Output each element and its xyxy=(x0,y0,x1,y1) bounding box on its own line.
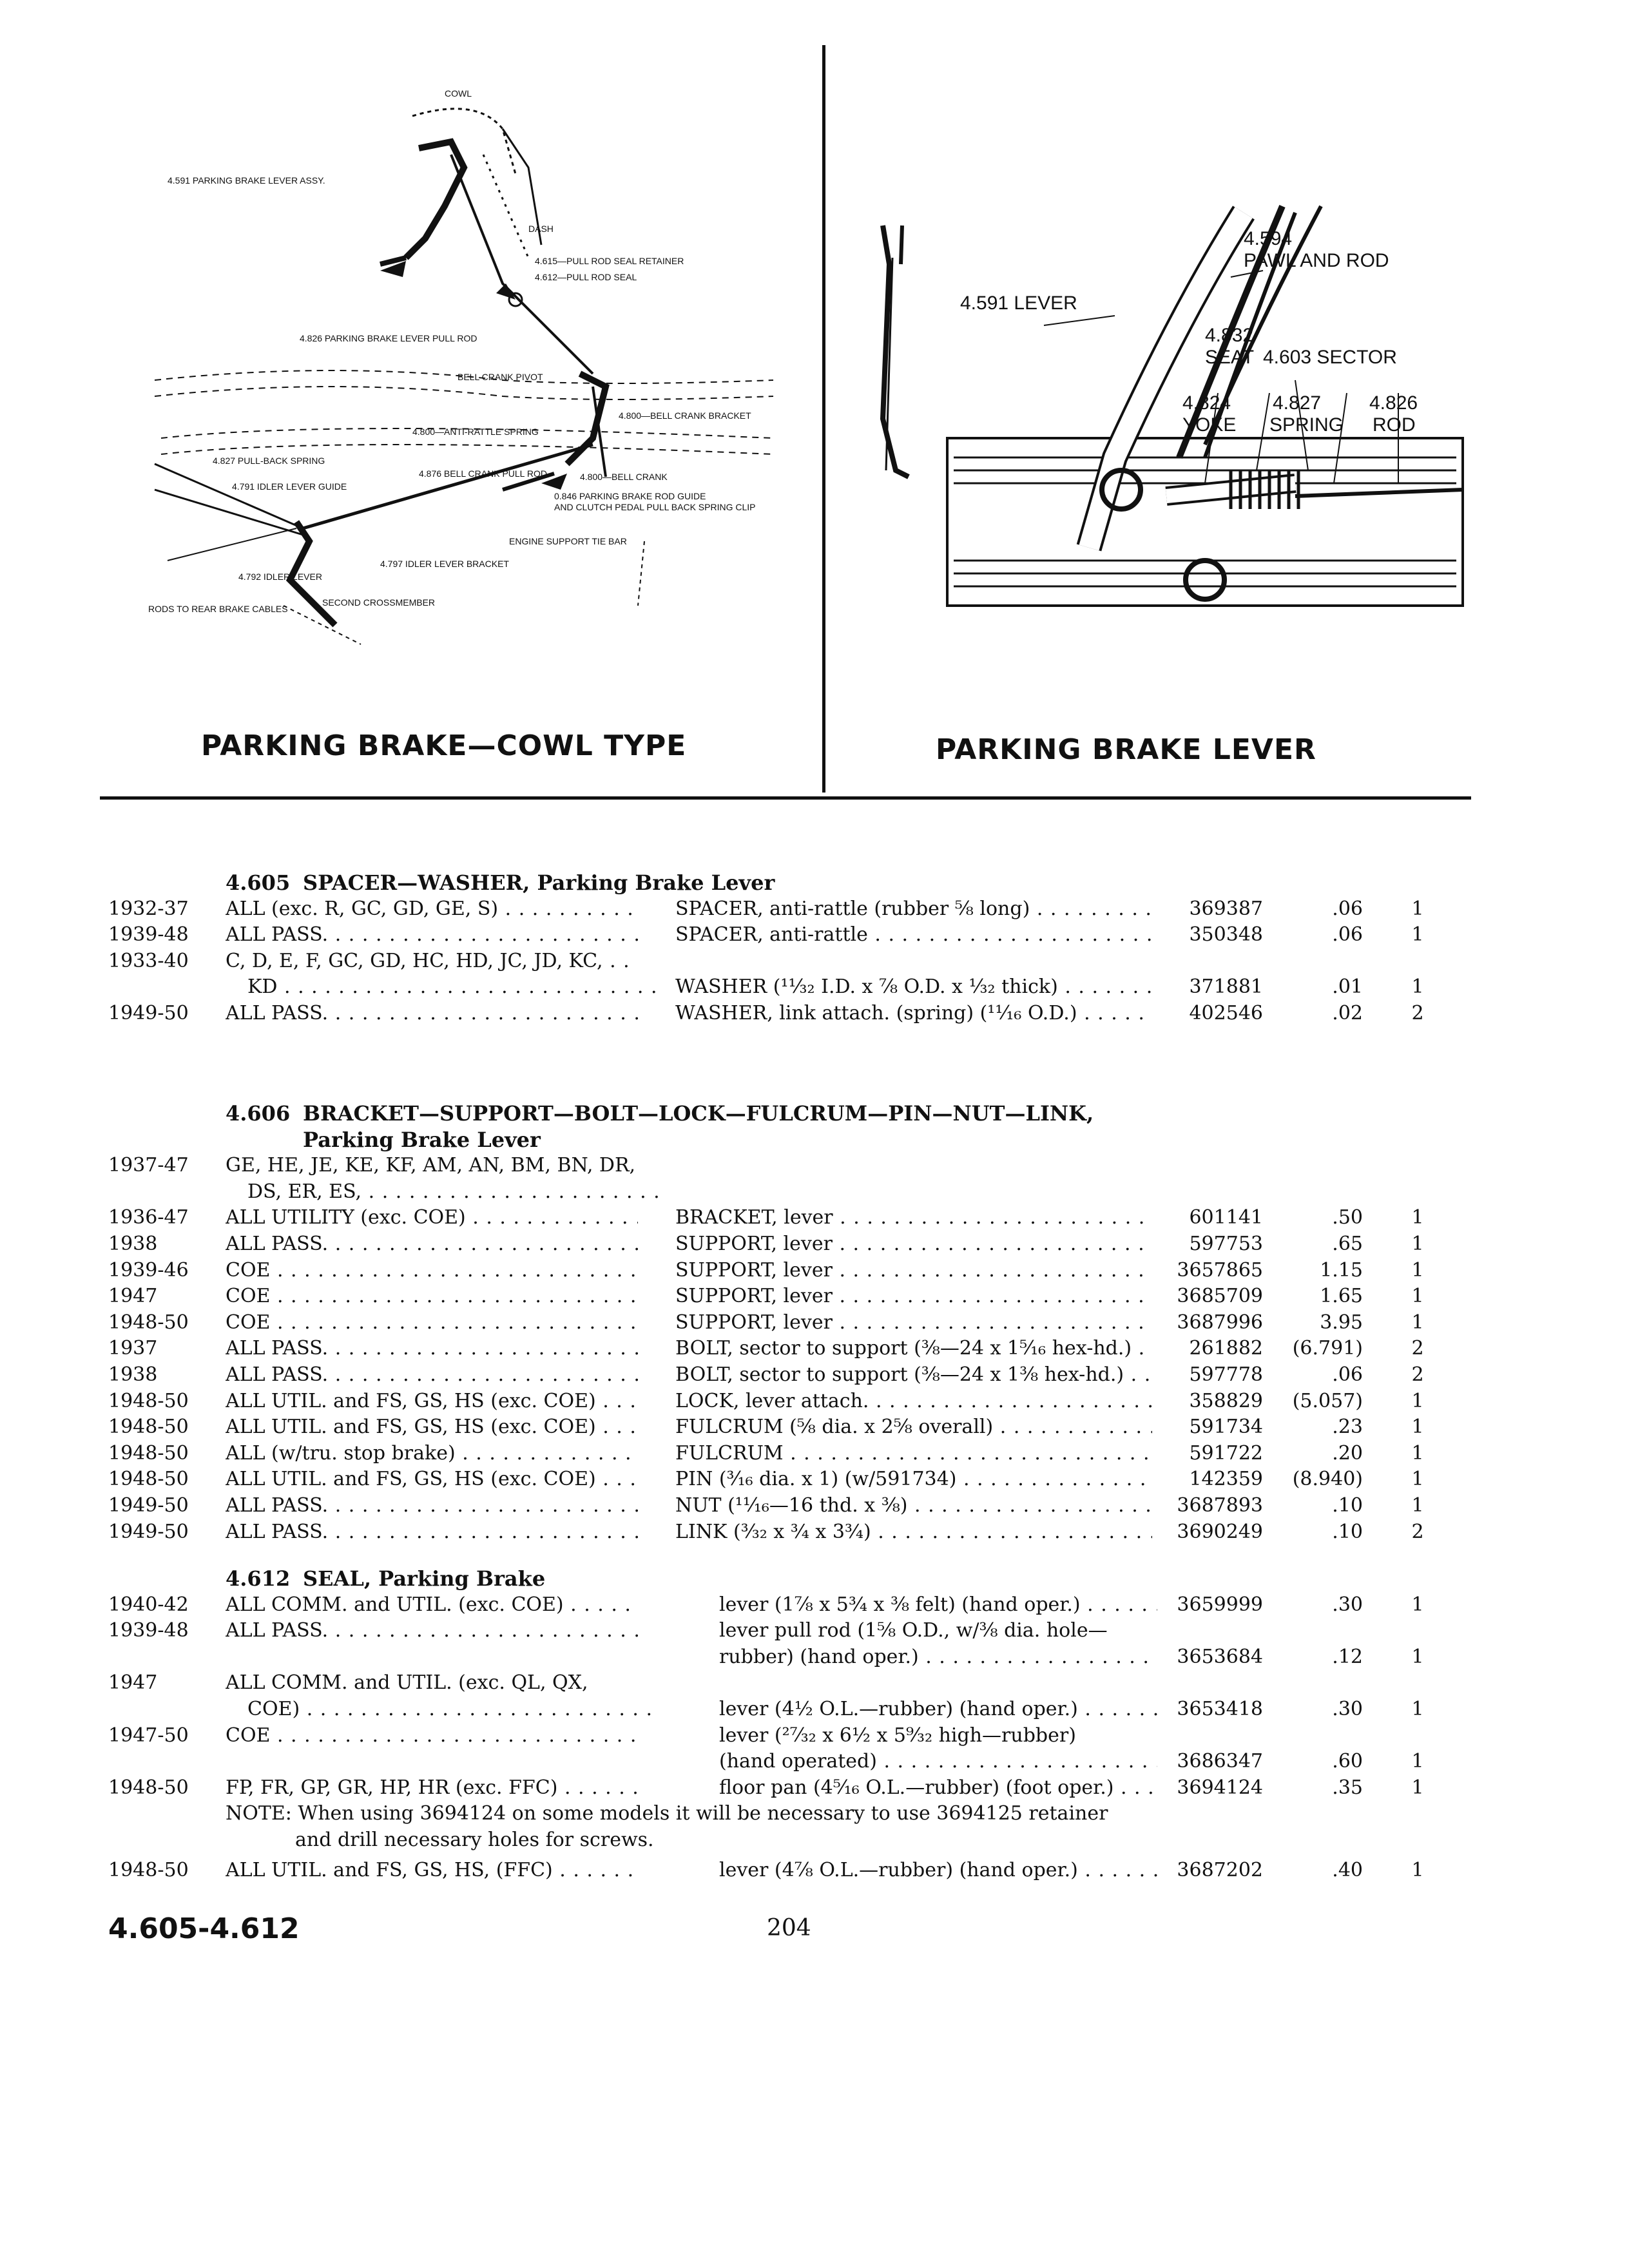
bell-crank-pivot-label: BELL CRANK PIVOT xyxy=(458,372,543,382)
table-row xyxy=(0,1205,1629,1231)
price-cell: .20 xyxy=(1332,1441,1363,1465)
year-cell: 1948-50 xyxy=(108,1389,189,1412)
table-row xyxy=(0,974,1629,1000)
idler-lever-label: 4.792 IDLER LEVER xyxy=(238,572,322,582)
yoke-label: YOKE xyxy=(1182,414,1237,436)
sector-label: 4.603 SECTOR xyxy=(1263,347,1397,368)
quantity-cell: 2 xyxy=(1411,1337,1424,1360)
quantity-cell: 1 xyxy=(1411,1389,1424,1412)
model-cell: ALL PASS. . . . xyxy=(226,1519,638,1545)
part-number-cell: 591734 xyxy=(1189,1416,1263,1439)
section-number: 4.606 xyxy=(226,1101,291,1126)
table-row xyxy=(0,1618,1629,1644)
quantity-cell: 1 xyxy=(1411,1441,1424,1465)
table-row xyxy=(0,1723,1629,1749)
year-cell: 1947 xyxy=(108,1285,158,1308)
table-row xyxy=(0,1466,1629,1492)
description-cell: LINK (³⁄₃₂ x ¾ x 3¾) . . . xyxy=(675,1519,1152,1545)
model-cell: DS, ER, ES, . . . xyxy=(247,1179,660,1205)
table-row xyxy=(0,1644,1629,1670)
quantity-cell: 1 xyxy=(1411,1858,1424,1881)
model-cell: ALL PASS. . . . xyxy=(226,1231,638,1257)
engine-tie-bar-label: ENGINE SUPPORT TIE BAR xyxy=(509,536,627,546)
quantity-cell: 1 xyxy=(1411,1258,1424,1282)
seal-label: 4.612—PULL ROD SEAL xyxy=(535,272,637,282)
quantity-cell: 1 xyxy=(1411,1494,1424,1517)
section-number: 4.612 xyxy=(226,1566,291,1591)
bell-crank-pull-rod-label: 4.876 BELL CRANK PULL ROD xyxy=(419,468,547,479)
table-row xyxy=(0,1493,1629,1519)
year-cell: 1939-48 xyxy=(108,1619,189,1642)
price-cell: (5.057) xyxy=(1292,1389,1363,1412)
price-cell: .30 xyxy=(1332,1593,1363,1616)
price-cell: .60 xyxy=(1332,1750,1363,1773)
price-cell: .06 xyxy=(1332,923,1363,947)
part-number-cell: 402546 xyxy=(1189,1002,1263,1024)
description-cell: SPACER, anti-rattle . . . xyxy=(675,922,1152,948)
price-cell: .06 xyxy=(1332,1363,1363,1386)
quantity-cell: 1 xyxy=(1411,1416,1424,1439)
right-figure-caption: PARKING BRAKE LEVER xyxy=(936,733,1316,766)
model-cell: ALL UTIL. and FS, GS, HS (exc. COE) . . . xyxy=(226,1389,638,1414)
description-cell: FULCRUM (⅝ dia. x 2⅝ overall) . . . xyxy=(675,1414,1152,1440)
part-number-cell: 3659999 xyxy=(1177,1593,1263,1616)
year-cell: 1937 xyxy=(108,1337,158,1360)
description-cell: (hand operated) . . . xyxy=(719,1749,1157,1774)
model-cell: ALL (w/tru. stop brake) . . . xyxy=(226,1441,638,1466)
spring-number: 4.827 xyxy=(1273,392,1322,414)
description-cell: BOLT, sector to support (⅜—24 x 1⅜ hex-hd.) . . . xyxy=(675,1362,1152,1388)
price-cell: .02 xyxy=(1332,1002,1363,1024)
part-number-cell: 142359 xyxy=(1189,1468,1263,1491)
rod-number: 4.826 xyxy=(1369,392,1418,414)
quantity-cell: 1 xyxy=(1411,1750,1424,1773)
price-cell: 3.95 xyxy=(1320,1311,1363,1334)
part-number-cell: 3685709 xyxy=(1177,1285,1263,1308)
part-number-cell: 3690249 xyxy=(1177,1520,1263,1543)
part-number-cell: 597778 xyxy=(1189,1363,1263,1386)
table-row xyxy=(0,1414,1629,1440)
description-cell: rubber) (hand oper.) . . . xyxy=(719,1644,1157,1670)
part-number-cell: 350348 xyxy=(1189,923,1263,947)
part-number-cell: 601141 xyxy=(1189,1206,1263,1229)
price-cell: 1.65 xyxy=(1320,1285,1363,1308)
description-cell: BRACKET, lever . . . xyxy=(675,1205,1152,1231)
description-cell: WASHER, link attach. (spring) (¹¹⁄₁₆ O.D.) . . . xyxy=(675,1001,1152,1026)
section-title: SEAL, Parking Brake xyxy=(303,1566,546,1591)
bell-crank-bracket-label: 4.800—BELL CRANK BRACKET xyxy=(619,410,751,421)
part-number-cell: 369387 xyxy=(1189,897,1263,920)
part-number-cell: 3653684 xyxy=(1177,1645,1263,1668)
year-cell: 1948-50 xyxy=(108,1441,189,1465)
table-row xyxy=(0,1696,1629,1722)
model-cell: ALL PASS. . . . xyxy=(226,922,638,948)
lever-assy-label: 4.591 PARKING BRAKE LEVER ASSY. xyxy=(168,175,325,186)
header-rule xyxy=(100,796,1471,800)
table-row xyxy=(0,1283,1629,1309)
table-row xyxy=(0,1858,1629,1883)
model-cell: ALL UTIL. and FS, GS, HS (exc. COE) . . . xyxy=(226,1466,638,1492)
model-cell: C, D, E, F, GC, GD, HC, HD, JC, JD, KC, . . . xyxy=(226,948,638,974)
part-number-cell: 358829 xyxy=(1189,1389,1263,1412)
description-cell: SPACER, anti-rattle (rubber ⅝ long) . . . xyxy=(675,896,1152,922)
description-cell: NUT (¹¹⁄₁₆—16 thd. x ⅜) . . . xyxy=(675,1493,1152,1519)
year-cell: 1948-50 xyxy=(108,1776,189,1799)
year-cell: 1939-46 xyxy=(108,1258,189,1282)
quantity-cell: 1 xyxy=(1411,1311,1424,1334)
table-row xyxy=(0,1362,1629,1388)
year-cell: 1949-50 xyxy=(108,1002,189,1024)
part-number-cell: 3653418 xyxy=(1177,1698,1263,1720)
year-cell: 1940-42 xyxy=(108,1593,189,1616)
part-number-cell: 591722 xyxy=(1189,1441,1263,1465)
model-cell: ALL PASS. . . . xyxy=(226,1362,638,1388)
price-cell: .50 xyxy=(1332,1206,1363,1229)
idler-lever-guide-label: 4.791 IDLER LEVER GUIDE xyxy=(232,481,347,492)
quantity-cell: 1 xyxy=(1411,975,1424,999)
quantity-cell: 1 xyxy=(1411,897,1424,920)
price-cell: .23 xyxy=(1332,1416,1363,1439)
description-cell: BOLT, sector to support (⅜—24 x 1⁵⁄₁₆ hex-hd.) . . . xyxy=(675,1336,1152,1361)
model-cell: COE . . . xyxy=(226,1258,638,1283)
year-cell: 1948-50 xyxy=(108,1416,189,1439)
note-text: NOTE: When using 3694124 on some models it will be necessary to use 3694125 retainer xyxy=(226,1802,1108,1825)
part-number-cell: 261882 xyxy=(1189,1337,1263,1360)
price-cell: .01 xyxy=(1332,975,1363,999)
table-row xyxy=(0,1231,1629,1257)
model-cell: ALL (exc. R, GC, GD, GE, S) . . . xyxy=(226,896,638,922)
table-row xyxy=(0,1336,1629,1361)
model-cell: ALL UTIL. and FS, GS, HS, (FFC) . . . xyxy=(226,1858,638,1883)
left-figure-caption: PARKING BRAKE—COWL TYPE xyxy=(201,729,687,762)
seal-retainer-label: 4.615—PULL ROD SEAL RETAINER xyxy=(535,256,684,266)
year-cell: 1939-48 xyxy=(108,923,189,947)
description-cell: lever (²⁷⁄₃₂ x 6½ x 5⁹⁄₃₂ high—rubber) xyxy=(719,1724,1076,1747)
lever-label: 4.591 LEVER xyxy=(960,293,1077,314)
anti-rattle-label: 4.800—ANTI-RATTLE SPRING xyxy=(412,427,539,437)
brake-lever-diagram xyxy=(844,187,1476,651)
description-cell: lever (1⅞ x 5¾ x ⅜ felt) (hand oper.) . . . xyxy=(719,1592,1157,1618)
pawl-label: PAWL AND ROD xyxy=(1244,250,1389,271)
table-row xyxy=(0,1670,1629,1696)
quantity-cell: 1 xyxy=(1411,1285,1424,1308)
model-cell: ALL PASS. . . . xyxy=(226,1336,638,1361)
seat-number: 4.832 xyxy=(1205,325,1254,346)
part-number-cell: 597753 xyxy=(1189,1233,1263,1255)
section-title-line2: Parking Brake Lever xyxy=(303,1127,541,1152)
quantity-cell: 2 xyxy=(1411,1363,1424,1386)
year-cell: 1938 xyxy=(108,1233,158,1255)
quantity-cell: 1 xyxy=(1411,1698,1424,1720)
section-heading xyxy=(226,870,775,896)
seat-label: SEAT xyxy=(1205,347,1255,368)
year-cell: 1936-47 xyxy=(108,1206,189,1229)
description-cell: SUPPORT, lever . . . xyxy=(675,1283,1152,1309)
section-heading xyxy=(226,1566,545,1591)
table-row xyxy=(0,1749,1629,1774)
quantity-cell: 1 xyxy=(1411,923,1424,947)
year-cell: 1948-50 xyxy=(108,1311,189,1334)
year-cell: 1947-50 xyxy=(108,1724,189,1747)
table-row xyxy=(0,1310,1629,1336)
model-cell: COE . . . xyxy=(226,1283,638,1309)
cowl-brake-diagram xyxy=(142,77,786,657)
price-cell: .65 xyxy=(1332,1233,1363,1255)
model-cell: COE . . . xyxy=(226,1723,638,1749)
table-row xyxy=(0,922,1629,948)
price-cell: .40 xyxy=(1332,1858,1363,1881)
description-cell: lever (4⅞ O.L.—rubber) (hand oper.) . . . xyxy=(719,1858,1157,1883)
page-number: 204 xyxy=(767,1915,811,1941)
table-row xyxy=(0,1179,1629,1205)
pull-rod-label: 4.826 PARKING BRAKE LEVER PULL ROD xyxy=(300,333,477,343)
description-cell: SUPPORT, lever . . . xyxy=(675,1231,1152,1257)
model-cell: ALL PASS. . . . xyxy=(226,1001,638,1026)
part-number-cell: 3687202 xyxy=(1177,1858,1263,1881)
model-cell: KD . . . xyxy=(247,974,660,1000)
price-cell: (8.940) xyxy=(1292,1468,1363,1491)
year-cell: 1948-50 xyxy=(108,1468,189,1491)
model-cell: FP, FR, GP, GR, HP, HR (exc. FFC) . . . xyxy=(226,1775,638,1801)
year-cell: 1933-40 xyxy=(108,949,189,972)
model-cell: ALL COMM. and UTIL. (exc. COE) . . . xyxy=(226,1592,638,1618)
table-row xyxy=(0,1519,1629,1545)
part-number-cell: 3687893 xyxy=(1177,1494,1263,1517)
part-number-cell: 3694124 xyxy=(1177,1776,1263,1799)
rod-guide-label: 0.846 PARKING BRAKE ROD GUIDE xyxy=(554,491,706,501)
model-cell: COE . . . xyxy=(226,1310,638,1336)
table-row xyxy=(0,1258,1629,1283)
quantity-cell: 1 xyxy=(1411,1593,1424,1616)
price-cell: .06 xyxy=(1332,897,1363,920)
pull-back-spring-label: 4.827 PULL-BACK SPRING xyxy=(213,456,325,466)
note-text-continued: and drill necessary holes for screws. xyxy=(295,1829,654,1851)
quantity-cell: 1 xyxy=(1411,1776,1424,1799)
dash-label: DASH xyxy=(528,224,554,234)
yoke-number: 4.824 xyxy=(1182,392,1231,414)
spring-label: SPRING xyxy=(1269,414,1344,436)
table-row xyxy=(0,1775,1629,1801)
year-cell: 1949-50 xyxy=(108,1520,189,1543)
model-cell: ALL UTIL. and FS, GS, HS (exc. COE) . . . xyxy=(226,1414,638,1440)
part-number-cell: 3687996 xyxy=(1177,1311,1263,1334)
section-heading xyxy=(226,1100,1094,1126)
part-number-cell: 371881 xyxy=(1189,975,1263,999)
year-cell: 1938 xyxy=(108,1363,158,1386)
rod-label: ROD xyxy=(1373,414,1416,436)
quantity-cell: 2 xyxy=(1411,1002,1424,1024)
description-cell: lever (4½ O.L.—rubber) (hand oper.) . . . xyxy=(719,1696,1157,1722)
description-cell: FULCRUM . . . xyxy=(675,1441,1152,1466)
quantity-cell: 1 xyxy=(1411,1645,1424,1668)
part-number-cell: 3657865 xyxy=(1177,1258,1263,1282)
description-cell: SUPPORT, lever . . . xyxy=(675,1258,1152,1283)
year-cell: 1948-50 xyxy=(108,1858,189,1881)
model-cell: ALL PASS. . . . xyxy=(226,1618,638,1644)
year-cell: 1937-47 xyxy=(108,1154,189,1177)
year-cell: 1932-37 xyxy=(108,897,189,920)
cowl-label: COWL xyxy=(445,88,472,99)
table-row xyxy=(0,896,1629,922)
description-cell: LOCK, lever attach. . . . xyxy=(675,1389,1152,1414)
section-number: 4.605 xyxy=(226,870,291,895)
page-section-range: 4.605-4.612 xyxy=(108,1912,300,1945)
price-cell: 1.15 xyxy=(1320,1258,1363,1282)
section-title: BRACKET—SUPPORT—BOLT—LOCK—FULCRUM—PIN—NUT—LINK, xyxy=(303,1101,1094,1126)
table-row xyxy=(0,948,1629,974)
model-cell: ALL COMM. and UTIL. (exc. QL, QX, xyxy=(226,1671,588,1695)
table-row xyxy=(0,1001,1629,1026)
section-title: SPACER—WASHER, Parking Brake Lever xyxy=(303,870,775,895)
description-cell: floor pan (4⁵⁄₁₆ O.L.—rubber) (foot oper.) . . . xyxy=(719,1775,1157,1801)
rod-guide-label-2: AND CLUTCH PEDAL PULL BACK SPRING CLIP xyxy=(554,502,756,512)
rear-cables-label: RODS TO REAR BRAKE CABLES xyxy=(148,604,288,614)
price-cell: .30 xyxy=(1332,1698,1363,1720)
description-cell: SUPPORT, lever . . . xyxy=(675,1310,1152,1336)
description-cell: WASHER (¹¹⁄₃₂ I.D. x ⅞ O.D. x ¹⁄₃₂ thick) . . . xyxy=(675,974,1152,1000)
year-cell: 1947 xyxy=(108,1671,158,1695)
crossmember-label: SECOND CROSSMEMBER xyxy=(322,597,436,608)
quantity-cell: 1 xyxy=(1411,1206,1424,1229)
idler-bracket-label: 4.797 IDLER LEVER BRACKET xyxy=(380,559,509,569)
table-row xyxy=(0,1389,1629,1414)
quantity-cell: 1 xyxy=(1411,1468,1424,1491)
price-cell: (6.791) xyxy=(1292,1337,1363,1360)
pawl-number: 4.594 xyxy=(1244,228,1293,249)
price-cell: .12 xyxy=(1332,1645,1363,1668)
part-number-cell: 3686347 xyxy=(1177,1750,1263,1773)
table-row xyxy=(0,1153,1629,1178)
bell-crank-label: 4.800—BELL CRANK xyxy=(580,472,668,482)
description-cell: lever pull rod (1⅝ O.D., w/⅜ dia. hole— xyxy=(719,1619,1108,1642)
model-cell: GE, HE, JE, KE, KF, AM, AN, BM, BN, DR, . . . xyxy=(226,1153,638,1178)
quantity-cell: 1 xyxy=(1411,1233,1424,1255)
model-cell: ALL UTILITY (exc. COE) . . . xyxy=(226,1205,638,1231)
price-cell: .10 xyxy=(1332,1520,1363,1543)
quantity-cell: 2 xyxy=(1411,1520,1424,1543)
table-row xyxy=(0,1441,1629,1466)
model-cell: COE) . . . xyxy=(247,1696,660,1722)
price-cell: .10 xyxy=(1332,1494,1363,1517)
description-cell: PIN (³⁄₁₆ dia. x 1) (w/591734) . . . xyxy=(675,1466,1152,1492)
price-cell: .35 xyxy=(1332,1776,1363,1799)
table-row xyxy=(0,1592,1629,1618)
model-cell: ALL PASS. . . . xyxy=(226,1493,638,1519)
year-cell: 1949-50 xyxy=(108,1494,189,1517)
column-divider xyxy=(822,45,825,793)
